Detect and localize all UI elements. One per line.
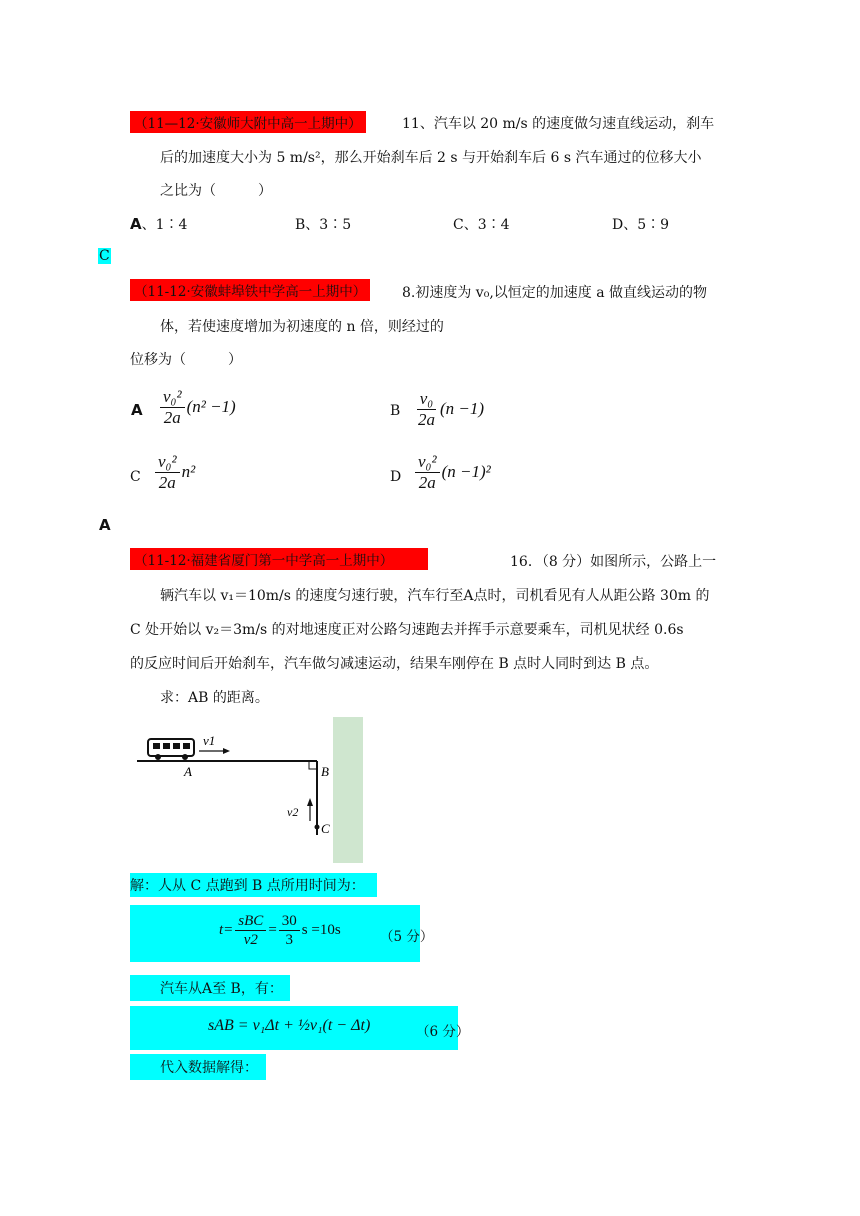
road-figure <box>135 717 375 867</box>
arrow-head <box>307 798 313 806</box>
expression: (n −1) <box>440 398 485 418</box>
source-tag: （11-12·福建省厦门第一中学高一上期中） <box>130 548 428 570</box>
numerator: 30 <box>279 913 300 931</box>
option-c: C、3∶4 <box>453 217 510 233</box>
denominator: 2a <box>163 407 181 427</box>
solution-intro: 解：人从 C 点跑到 B 点所用时间为： <box>130 873 377 897</box>
question-text: 11、汽车以 20 m/s 的速度做匀速直线运动，刹车 <box>402 116 715 132</box>
right-angle-mark <box>309 761 317 769</box>
option-b: B、3∶5 <box>295 217 352 233</box>
question-text: 16．（8 分）如图所示，公路上一 <box>510 554 717 570</box>
time-formula: t= $\frac{\text{sBC}}{v2}$ = $\frac{30}{3}$ s =10s <box>219 913 341 948</box>
question-text: 体，若使速度增加为初速度的 n 倍，则经过的 <box>160 319 444 335</box>
green-band <box>333 717 363 863</box>
option-d-formula <box>413 453 491 493</box>
question-text: 辆汽车以 v₁＝10m/s 的速度匀速行驶，汽车行至A点时，司机看见有人从距公路 30m 的 <box>160 588 710 604</box>
point-b-label: B <box>321 764 329 779</box>
question-text: 后的加速度大小为 5 m/s²，那么开始刹车后 2 s 与开始刹车后 6 s 汽车通过的位移大小 <box>160 150 702 166</box>
option-text: 、1∶4 <box>141 217 188 233</box>
question-text: 之比为（ ） <box>160 183 272 199</box>
option-b-formula <box>413 390 484 430</box>
expression: n² <box>181 461 196 481</box>
formula-lhs: t= <box>219 922 234 939</box>
answer-mark: A <box>99 516 111 534</box>
source-tag: （11—12·安徽师大附中高一上期中） <box>130 111 366 133</box>
option-letter: A <box>130 215 142 233</box>
numerator: v₀² <box>160 388 185 408</box>
option-a-label: A <box>131 401 143 419</box>
formula-rhs: s =10s <box>301 922 341 939</box>
numerator: v₀² <box>415 453 440 473</box>
denominator: 3 <box>285 931 294 948</box>
question-text: 8.初速度为 v₀,以恒定的加速度 a 做直线运动的物 <box>402 285 708 301</box>
option-c-formula <box>153 453 195 493</box>
point-c-label: C <box>321 821 330 836</box>
question-text: C 处开始以 v₂＝3m/s 的对地速度正对公路匀速跑去并挥手示意要乘车，司机见状经 0.6s <box>130 622 684 638</box>
option-c-label: C <box>130 469 141 485</box>
solution-box-2 <box>130 1006 470 1050</box>
point-c <box>315 825 320 830</box>
answer-mark: C <box>99 248 110 264</box>
solution-line: 汽车从A至 B，有： <box>130 975 290 1001</box>
option-a <box>130 214 187 234</box>
distance-formula: sAB = v₁Δt + ½v₁(t − Δt) <box>208 1017 371 1034</box>
option-d-label: D <box>390 469 402 485</box>
numerator: sBC <box>235 913 266 931</box>
bus-icon <box>148 739 194 760</box>
point-a-label: A <box>184 764 192 779</box>
expression: (n −1)² <box>441 461 491 481</box>
numerator: v₀² <box>155 453 180 473</box>
arrow-head <box>223 748 230 754</box>
v1-label: v1 <box>203 733 216 748</box>
source-tag: （11-12·安徽蚌埠铁中学高一上期中） <box>130 279 370 301</box>
score-note: （6 分） <box>416 1024 470 1040</box>
option-b-label: B <box>390 403 401 419</box>
option-a-formula <box>158 388 236 428</box>
denominator: 2a <box>158 472 176 492</box>
denominator: 2a <box>418 409 435 429</box>
denominator: 2a <box>418 472 436 492</box>
solution-line: 代入数据解得： <box>130 1054 266 1080</box>
solution-box-1 <box>130 905 434 962</box>
question-text: 的反应时间后开始刹车，汽车做匀减速运动，结果车刚停在 B 点时人同时到达 B 点。 <box>130 656 659 672</box>
numerator: v₀ <box>417 390 436 410</box>
score-note: （5 分） <box>380 929 434 945</box>
question-text: 位移为（ ） <box>130 352 242 368</box>
expression: (n² −1) <box>186 396 236 416</box>
option-d: D、5∶9 <box>612 217 670 233</box>
v2-label: v2 <box>287 805 299 819</box>
denominator: v2 <box>243 931 258 948</box>
question-text: 求：AB 的距离。 <box>160 690 269 706</box>
